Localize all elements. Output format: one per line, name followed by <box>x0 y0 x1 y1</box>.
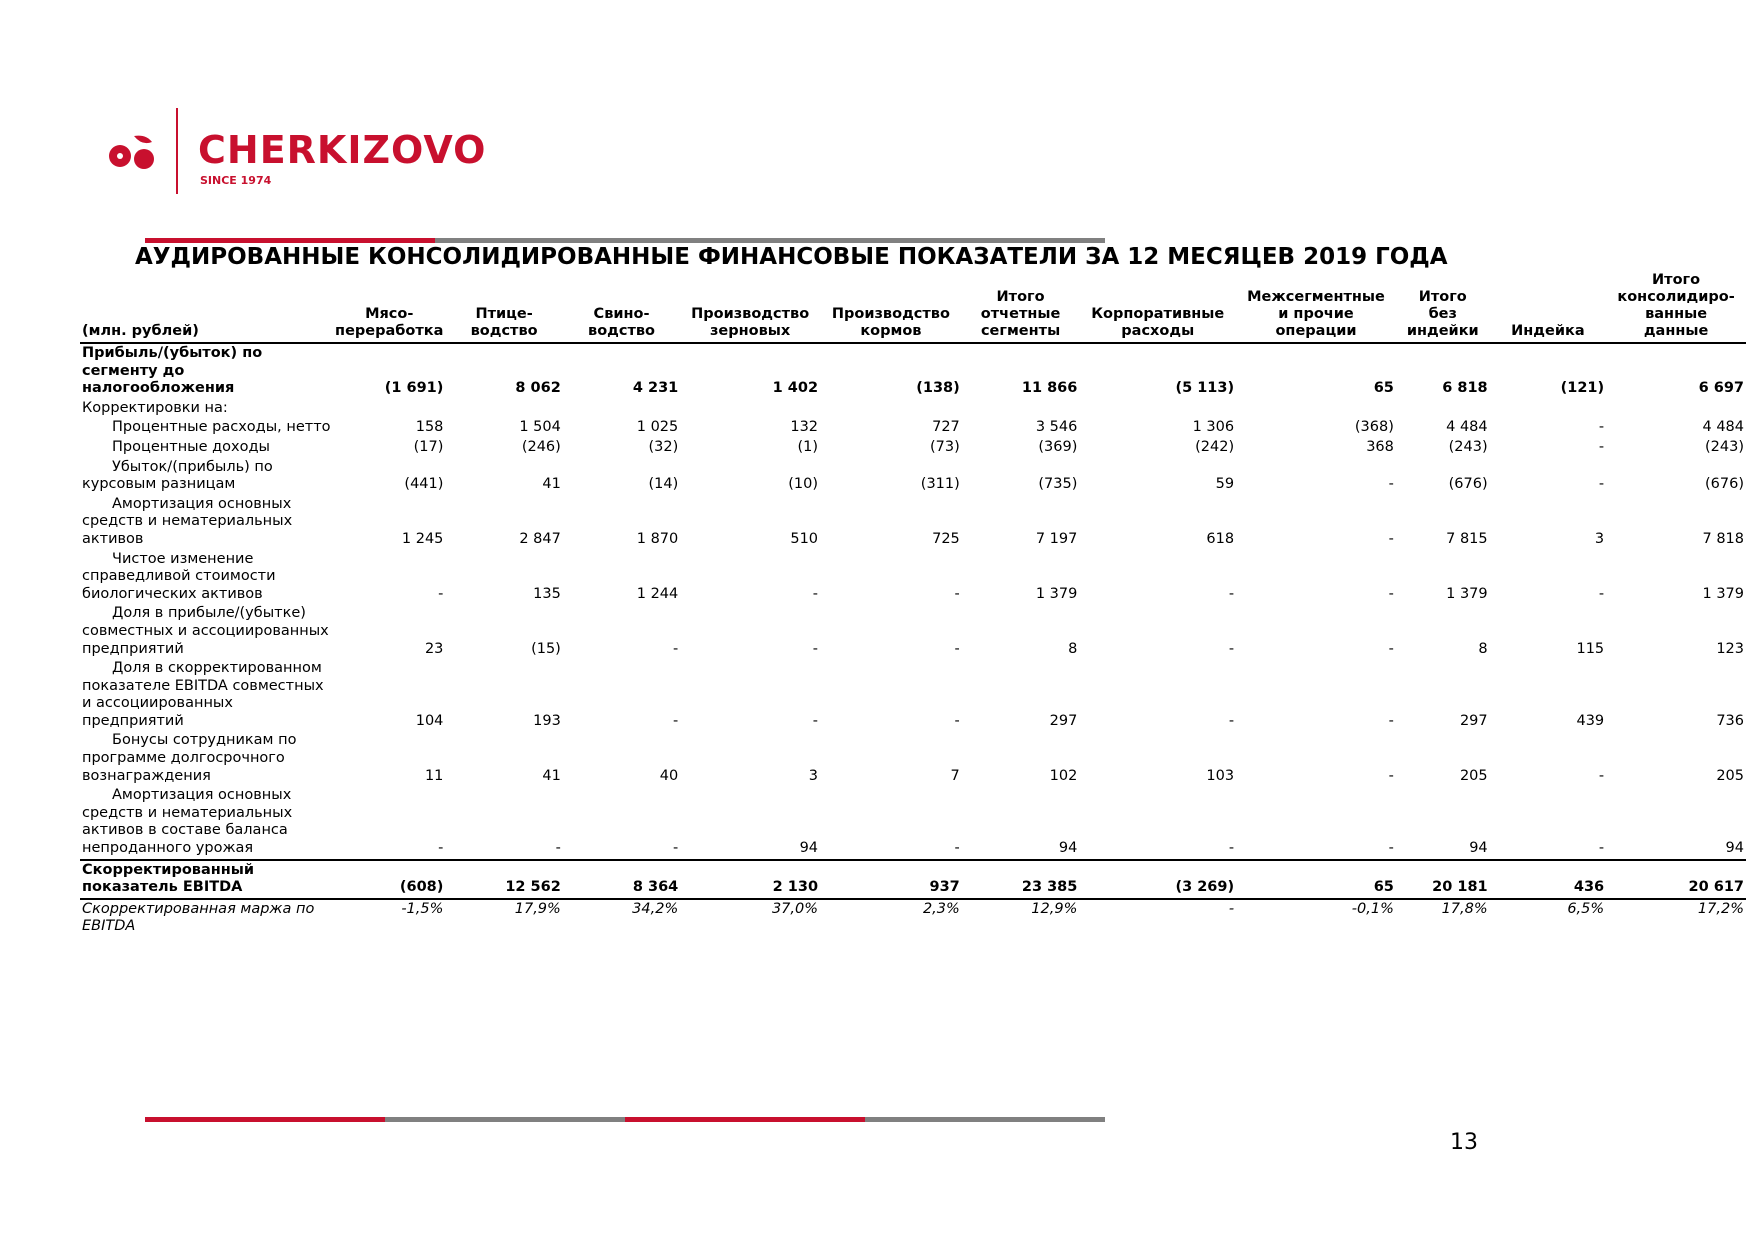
table-row <box>80 438 1746 458</box>
table-cell: 1 379 <box>1446 585 1488 602</box>
table-cell: - <box>812 640 819 657</box>
table-cell: 123 <box>1716 640 1744 657</box>
table-cell: 132 <box>790 419 819 436</box>
table-cell: 6 697 <box>1698 380 1744 397</box>
table-cell: 6,5% <box>1567 900 1605 917</box>
table-cell <box>1079 399 1236 419</box>
bottom-bar-gray-2 <box>865 1117 1105 1122</box>
table-cell: - <box>1388 712 1394 729</box>
table-cell: 2 130 <box>680 860 820 899</box>
table-cell: 1 504 <box>519 419 561 436</box>
column-header: Производство кормов <box>820 272 962 343</box>
page-number: 13 <box>1450 1130 1478 1155</box>
table-cell: - <box>954 640 960 657</box>
bottom-bar-red-1 <box>145 1117 385 1122</box>
table-cell: - <box>673 840 679 857</box>
table-cell: 6 818 <box>1442 380 1488 397</box>
table-cell: (121) <box>1560 380 1605 397</box>
table-cell: (15) <box>531 640 561 657</box>
table-cell: (5 113) <box>1175 380 1235 397</box>
table-row <box>80 418 1746 438</box>
table-row <box>80 731 1746 786</box>
table-row <box>80 458 1746 495</box>
table-cell: - <box>1388 767 1394 784</box>
table-cell: 20 617 <box>1606 860 1746 899</box>
table-cell: 736 <box>1716 712 1744 729</box>
table-cell: 1 379 <box>1035 585 1078 602</box>
column-header: Корпоративные расходы <box>1079 272 1236 343</box>
cherkizovo-logo-icon <box>108 132 158 172</box>
table-cell: 937 <box>820 860 962 899</box>
table-cell: - <box>1228 900 1235 917</box>
table-cell: 12,9% <box>1031 900 1078 917</box>
table-cell <box>820 399 962 419</box>
table-cell: 94 <box>1725 840 1744 857</box>
table-cell <box>1606 399 1746 419</box>
table-cell: - <box>1598 585 1605 602</box>
table-cell: - <box>1598 419 1605 436</box>
table-row <box>80 659 1746 731</box>
table-cell: (608) <box>333 860 445 899</box>
table-cell: (676) <box>1448 476 1488 493</box>
table-cell: - <box>812 585 819 602</box>
table-cell: (32) <box>648 438 679 455</box>
table-cell: 34,2% <box>632 900 679 917</box>
top-bar-red <box>145 238 435 243</box>
column-header: Свино- водство <box>563 272 680 343</box>
table-cell: 115 <box>1576 640 1605 657</box>
table-cell: 1 306 <box>1192 419 1235 436</box>
table-cell: 94 <box>1469 840 1488 857</box>
table-cell: 7 815 <box>1446 530 1488 547</box>
table-cell: (246) <box>521 438 561 455</box>
table-cell: 205 <box>1716 767 1744 784</box>
table-cell: 1 245 <box>401 530 444 547</box>
table-cell: 727 <box>932 419 960 436</box>
table-cell: 8 <box>1068 640 1078 657</box>
table-cell: 94 <box>1058 840 1078 857</box>
table-cell: (243) <box>1705 438 1744 455</box>
table-row <box>80 343 1746 399</box>
table-cell: (243) <box>1448 438 1488 455</box>
row-label: Корректировки на: <box>82 399 228 416</box>
table-cell: 205 <box>1459 767 1488 784</box>
table-cell: - <box>1228 585 1235 602</box>
table-cell: 3 <box>1594 530 1605 547</box>
table-cell: 11 <box>424 767 444 784</box>
table-cell: - <box>1388 640 1394 657</box>
table-cell: 8 364 <box>563 860 680 899</box>
row-label: Процентные расходы, нетто <box>112 419 331 436</box>
table-cell: 41 <box>542 476 561 493</box>
table-row <box>80 786 1746 859</box>
logo-divider <box>176 108 178 194</box>
table-cell: (441) <box>404 476 444 493</box>
table-cell: 17,8% <box>1441 900 1488 917</box>
table-cell: 297 <box>1459 712 1488 729</box>
table-cell: 40 <box>659 767 679 784</box>
table-cell: 4 231 <box>632 380 679 397</box>
table-cell: - <box>438 840 444 857</box>
table-cell: - <box>1228 640 1235 657</box>
column-header: Индейка <box>1490 272 1607 343</box>
table-cell: - <box>1228 840 1235 857</box>
table-cell: 725 <box>932 530 960 547</box>
table-cell: 65 <box>1236 860 1396 899</box>
table-cell: - <box>1228 712 1235 729</box>
table-cell: 2 847 <box>519 530 561 547</box>
table-cell: (138) <box>916 380 960 397</box>
table-row <box>80 604 1746 659</box>
table-cell <box>680 399 820 419</box>
table-cell: 65 <box>1373 380 1394 397</box>
row-label: Амортизация основных средств и нематериальных активов <box>82 495 293 547</box>
row-label: Убыток/(прибыль) по курсовым разницам <box>82 458 273 493</box>
segment-ebitda-table <box>80 272 1746 937</box>
table-cell: 102 <box>1049 767 1078 784</box>
column-header: Межсегментные и прочие операции <box>1236 272 1396 343</box>
table-cell: 103 <box>1206 767 1235 784</box>
unit-label: (млн. рублей) <box>80 272 333 343</box>
brand-since: SINCE 1974 <box>200 174 272 187</box>
table-cell: - <box>812 712 819 729</box>
table-cell: 7 197 <box>1035 530 1078 547</box>
table-cell: 1 025 <box>636 419 679 436</box>
table-cell: 1 402 <box>772 380 819 397</box>
row-label: Скорректированный показатель EBITDA <box>80 860 333 899</box>
table-cell: 368 <box>1366 438 1394 455</box>
table-cell: 158 <box>415 419 444 436</box>
column-header: Производство зерновых <box>680 272 820 343</box>
table-row <box>80 399 1746 419</box>
table-cell <box>1396 399 1490 419</box>
table-row <box>80 495 1746 550</box>
table-cell: (1) <box>797 438 819 455</box>
row-label: Бонусы сотрудникам по программе долгосрочного вознаграждения <box>82 732 297 784</box>
table-cell: - <box>954 712 960 729</box>
table-cell: (735) <box>1038 476 1078 493</box>
table-cell: 17,2% <box>1697 900 1744 917</box>
table-cell: 23 <box>424 640 444 657</box>
table-cell: (676) <box>1705 476 1744 493</box>
table-cell: - <box>954 585 960 602</box>
table-cell: 23 385 <box>962 860 1080 899</box>
table-cell: (14) <box>648 476 679 493</box>
table-row <box>80 550 1746 605</box>
table-cell: (3 269) <box>1079 860 1236 899</box>
table-cell: 41 <box>542 767 561 784</box>
table-cell: - <box>673 712 679 729</box>
table-cell: 510 <box>790 530 819 547</box>
table-cell: 11 866 <box>1021 380 1078 397</box>
table-row <box>80 899 1746 937</box>
table-cell: 94 <box>799 840 819 857</box>
row-label: Чистое изменение справедливой стоимости биологических активов <box>82 550 276 602</box>
table-cell: 7 818 <box>1702 530 1744 547</box>
table-cell: 8 <box>1478 640 1488 657</box>
table-cell: (368) <box>1354 419 1394 436</box>
table-cell: 7 <box>950 767 960 784</box>
table-cell: - <box>673 640 679 657</box>
table-cell: 3 <box>808 767 819 784</box>
table-cell: 104 <box>415 712 444 729</box>
table-cell: 1 379 <box>1702 585 1744 602</box>
page-title: АУДИРОВАННЫЕ КОНСОЛИДИРОВАННЫЕ ФИНАНСОВЫЕ ПОКАЗАТЕЛИ ЗА 12 МЕСЯЦЕВ 2019 ГОДА <box>135 244 1448 270</box>
table-cell: - <box>1598 767 1605 784</box>
row-label: Доля в прибыле/(убытке) совместных и ассоциированных предприятий <box>82 605 329 657</box>
table-cell: 4 484 <box>1446 419 1488 436</box>
table-cell: 193 <box>533 712 561 729</box>
table-header-row <box>80 272 1746 343</box>
table-cell: - <box>954 840 960 857</box>
table-cell: 436 <box>1490 860 1607 899</box>
row-label: Амортизация основных средств и нематериальных активов в составе баланса непроданного урожая <box>82 787 293 857</box>
table-cell <box>333 399 445 419</box>
table-cell: 439 <box>1576 712 1605 729</box>
column-header: Мясо- переработка <box>333 272 445 343</box>
row-label: Скорректированная маржа по EBITDA <box>82 900 315 935</box>
table-cell: 12 562 <box>445 860 562 899</box>
table-cell: - <box>1598 840 1605 857</box>
table-cell: -1,5% <box>401 900 444 917</box>
table-cell <box>1236 399 1396 419</box>
table-cell: 4 484 <box>1702 419 1744 436</box>
table-cell <box>962 399 1080 419</box>
table-row <box>80 860 1746 899</box>
table-cell: (369) <box>1038 438 1078 455</box>
table-cell: (10) <box>788 476 819 493</box>
table-cell: - <box>1388 840 1394 857</box>
column-header: Итого консолидиро- ванные данные <box>1606 272 1746 343</box>
table-cell: 297 <box>1049 712 1078 729</box>
table-cell: - <box>1388 476 1394 493</box>
table-cell: (242) <box>1195 438 1235 455</box>
bottom-bar-gray-1 <box>385 1117 625 1122</box>
table-cell: (1 691) <box>384 380 444 397</box>
table-cell: - <box>438 585 444 602</box>
row-label: Процентные доходы <box>112 438 270 455</box>
table-cell: - <box>1388 585 1394 602</box>
table-cell: (311) <box>920 476 960 493</box>
column-header: Птице- водство <box>445 272 562 343</box>
table-cell <box>445 399 562 419</box>
column-header: Итого без индейки <box>1396 272 1490 343</box>
table-cell: - <box>555 840 561 857</box>
table-cell: - <box>1598 438 1605 455</box>
table-cell: -0,1% <box>1351 900 1394 917</box>
brand-name: CHERKIZOVO <box>198 128 487 172</box>
table-cell: 618 <box>1206 530 1235 547</box>
top-bar-gray <box>435 238 1105 243</box>
row-label: Доля в скорректированном показателе EBITDA совместных и ассоциированных предприятий <box>82 660 324 729</box>
table-cell <box>563 399 680 419</box>
table-cell: 3 546 <box>1035 419 1078 436</box>
row-label: Прибыль/(убыток) по сегменту до налогообложения <box>82 345 263 397</box>
table-cell: - <box>1388 530 1394 547</box>
table-cell: 59 <box>1215 476 1235 493</box>
table-cell <box>1490 399 1607 419</box>
column-header: Итого отчетные сегменты <box>962 272 1080 343</box>
table-cell: 8 062 <box>515 380 561 397</box>
table-cell: (73) <box>930 438 960 455</box>
table-cell: 135 <box>533 585 561 602</box>
table-cell: 17,9% <box>514 900 561 917</box>
table-cell: 1 870 <box>636 530 679 547</box>
bottom-bar-red-2 <box>625 1117 865 1122</box>
table-cell: 20 181 <box>1396 860 1490 899</box>
table-cell: 37,0% <box>771 900 819 917</box>
table-cell: - <box>1598 476 1605 493</box>
table-cell: 2,3% <box>922 900 960 917</box>
table-cell: 1 244 <box>636 585 679 602</box>
table-cell: (17) <box>413 438 444 455</box>
